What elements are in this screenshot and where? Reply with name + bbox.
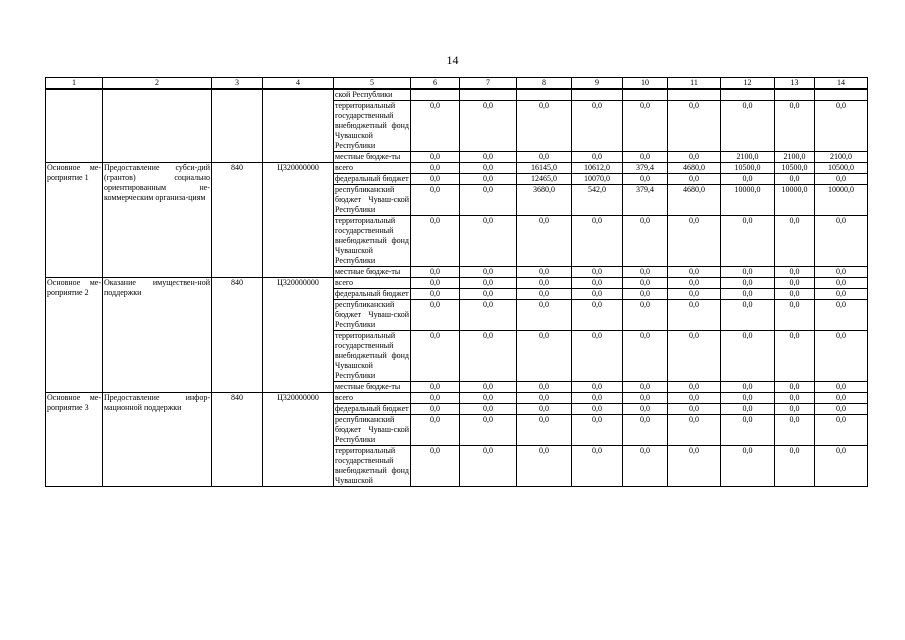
value-cell: 0,0 [815,216,868,267]
value-cell: 0,0 [668,393,721,404]
value-cell: 4680,0 [668,163,721,174]
value-cell: 2100,0 [815,152,868,163]
value-cell: 0,0 [721,382,775,393]
value-cell: 0,0 [460,289,517,300]
value-cell: 0,0 [572,415,623,446]
value-cell: 0,0 [721,101,775,152]
value-cell: 0,0 [411,185,460,216]
value-cell: 0,0 [775,216,815,267]
name-cell [103,89,212,163]
source-cell: федеральный бюджет [335,174,409,183]
column-header: 9 [572,78,623,90]
value-cell: 0,0 [517,289,572,300]
value-cell: 0,0 [623,300,668,331]
value-cell: 0,0 [517,278,572,289]
value-cell: 0,0 [623,267,668,278]
value-cell: 0,0 [460,185,517,216]
value-cell: 0,0 [815,446,868,487]
value-cell: 0,0 [815,382,868,393]
responsible-code-cell: 840 [212,278,263,393]
value-cell [623,89,668,101]
value-cell: 0,0 [460,393,517,404]
value-cell: 0,0 [623,152,668,163]
value-cell: 0,0 [517,382,572,393]
value-cell: 0,0 [411,289,460,300]
value-cell: 0,0 [460,216,517,267]
value-cell: 0,0 [721,278,775,289]
value-cell [721,89,775,101]
table-row [46,89,868,101]
column-header: 11 [668,78,721,90]
source-cell: федеральный бюджет [335,404,409,413]
value-cell: 0,0 [721,267,775,278]
value-cell: 0,0 [517,331,572,382]
value-cell: 0,0 [775,174,815,185]
value-cell [815,89,868,101]
value-cell: 0,0 [815,278,868,289]
value-cell: 0,0 [668,174,721,185]
value-cell: 0,0 [411,101,460,152]
value-cell: 0,0 [460,174,517,185]
value-cell: 0,0 [623,382,668,393]
value-cell: 0,0 [517,267,572,278]
value-cell: 0,0 [623,446,668,487]
value-cell: 0,0 [460,446,517,487]
column-header: 3 [212,78,263,90]
table-body [46,89,868,487]
value-cell: 0,0 [721,446,775,487]
value-cell: 0,0 [517,393,572,404]
value-cell: 0,0 [721,393,775,404]
value-cell: 0,0 [411,174,460,185]
value-cell: 0,0 [623,216,668,267]
value-cell: 0,0 [411,152,460,163]
value-cell: 10000,0 [775,185,815,216]
item-cell [46,89,103,163]
source-cell: местные бюдже-ты [334,267,411,278]
value-cell: 0,0 [572,404,623,415]
value-cell: 10500,0 [775,163,815,174]
value-cell: 0,0 [775,267,815,278]
value-cell: 12465,0 [517,174,572,185]
value-cell: 0,0 [460,300,517,331]
value-cell: 0,0 [775,101,815,152]
value-cell: 0,0 [668,382,721,393]
value-cell: 0,0 [668,216,721,267]
column-header: 1 [46,78,103,90]
value-cell: 0,0 [815,174,868,185]
value-cell: 0,0 [815,404,868,415]
value-cell: 0,0 [411,446,460,487]
value-cell: 0,0 [668,331,721,382]
value-cell: 0,0 [775,278,815,289]
value-cell: 0,0 [411,393,460,404]
value-cell: 10612,0 [572,163,623,174]
source-cell: территориальный государственный внебюджетный фонд Чувашской [335,446,409,485]
value-cell: 0,0 [460,415,517,446]
source-cell: местные бюдже-ты [334,152,411,163]
value-cell [668,89,721,101]
value-cell: 0,0 [623,101,668,152]
value-cell: 0,0 [572,289,623,300]
value-cell: 0,0 [411,404,460,415]
value-cell: 0,0 [411,278,460,289]
table-row [46,278,868,289]
value-cell: 0,0 [460,152,517,163]
source-cell: всего [334,163,411,174]
column-header: 8 [517,78,572,90]
value-cell: 0,0 [411,331,460,382]
value-cell: 0,0 [572,216,623,267]
page-number: 14 [446,53,459,67]
value-cell: 0,0 [411,163,460,174]
value-cell: 0,0 [668,152,721,163]
source-cell: республиканский бюджет Чуваш-ской Республики [335,300,409,329]
value-cell: 0,0 [572,393,623,404]
value-cell: 0,0 [623,278,668,289]
source-cell: местные бюдже-ты [334,382,411,393]
source-cell: территориальный государственный внебюджетный фонд Чувашской Республики [335,216,409,265]
value-cell [572,89,623,101]
value-cell: 0,0 [721,404,775,415]
value-cell: 0,0 [411,300,460,331]
source-cell: всего [334,278,411,289]
value-cell: 0,0 [411,382,460,393]
value-cell: 0,0 [517,101,572,152]
value-cell: 0,0 [721,331,775,382]
column-header: 10 [623,78,668,90]
value-cell [460,89,517,101]
value-cell: 0,0 [721,300,775,331]
source-cell: ской Республики [334,89,411,101]
value-cell: 0,0 [668,278,721,289]
value-cell: 0,0 [623,404,668,415]
value-cell: 0,0 [815,267,868,278]
value-cell: 0,0 [411,415,460,446]
value-cell [775,89,815,101]
value-cell: 0,0 [668,404,721,415]
responsible-code-cell: 840 [212,393,263,487]
value-cell: 0,0 [668,101,721,152]
value-cell: 0,0 [460,382,517,393]
activity-item-cell: Основное ме-роприятие 1 [46,163,103,278]
activity-name-cell: Оказание имуществен-ной поддержки [103,278,212,393]
value-cell: 0,0 [775,289,815,300]
value-cell: 0,0 [460,404,517,415]
value-cell: 16145,0 [517,163,572,174]
value-cell: 0,0 [775,300,815,331]
col4-cell [263,89,334,163]
value-cell: 0,0 [815,331,868,382]
activity-item-cell: Основное ме-роприятие 2 [46,278,103,393]
value-cell: 10000,0 [721,185,775,216]
column-header: 12 [721,78,775,90]
value-cell: 10000,0 [815,185,868,216]
value-cell: 0,0 [572,101,623,152]
value-cell: 2100,0 [775,152,815,163]
value-cell: 3680,0 [517,185,572,216]
column-header: 5 [334,78,411,90]
value-cell: 379,4 [623,163,668,174]
value-cell: 0,0 [775,415,815,446]
activity-name-cell: Предоставление субси-дий (грантов) социально ориентированным не-коммерческим организа-циям [103,163,212,278]
budget-code-cell: Ц320000000 [263,278,334,393]
value-cell: 0,0 [668,446,721,487]
value-cell: 0,0 [623,289,668,300]
col3-cell [212,89,263,163]
value-cell: 0,0 [572,446,623,487]
source-cell: территориальный государственный внебюджетный фонд Чувашской Республики [335,101,409,150]
value-cell: 0,0 [815,101,868,152]
value-cell: 0,0 [721,216,775,267]
value-cell: 0,0 [775,331,815,382]
value-cell: 0,0 [721,415,775,446]
column-header: 6 [411,78,460,90]
value-cell: 0,0 [815,300,868,331]
value-cell: 379,4 [623,185,668,216]
activity-name-cell: Предоставление инфор-мационной поддержки [103,393,212,487]
table-row [46,393,868,404]
value-cell [517,89,572,101]
source-cell: всего [334,393,411,404]
value-cell: 0,0 [623,331,668,382]
value-cell: 0,0 [623,174,668,185]
value-cell: 0,0 [517,404,572,415]
value-cell: 0,0 [572,382,623,393]
value-cell: 0,0 [517,300,572,331]
value-cell: 0,0 [775,382,815,393]
budget-code-cell: Ц320000000 [263,163,334,278]
value-cell: 4680,0 [668,185,721,216]
activity-item-cell: Основное ме-роприятие 3 [46,393,103,487]
value-cell: 0,0 [668,300,721,331]
value-cell: 10500,0 [815,163,868,174]
value-cell: 0,0 [721,289,775,300]
value-cell: 0,0 [572,331,623,382]
value-cell: 0,0 [411,216,460,267]
value-cell: 0,0 [623,415,668,446]
value-cell: 0,0 [775,404,815,415]
column-header: 14 [815,78,868,90]
value-cell: 0,0 [721,174,775,185]
source-cell: территориальный государственный внебюджетный фонд Чувашской Республики [335,331,409,380]
value-cell: 0,0 [517,216,572,267]
value-cell: 0,0 [775,446,815,487]
source-cell: республиканский бюджет Чуваш-ской Республики [335,185,409,214]
budget-code-cell: Ц320000000 [263,393,334,487]
value-cell [411,89,460,101]
value-cell: 0,0 [775,393,815,404]
value-cell: 0,0 [572,278,623,289]
table-row [46,163,868,174]
value-cell: 10070,0 [572,174,623,185]
value-cell: 0,0 [411,267,460,278]
value-cell: 0,0 [572,300,623,331]
column-number-row [46,78,868,90]
value-cell: 0,0 [460,331,517,382]
value-cell: 0,0 [460,101,517,152]
column-header: 4 [263,78,334,90]
value-cell: 2100,0 [721,152,775,163]
value-cell: 0,0 [815,415,868,446]
value-cell: 0,0 [815,393,868,404]
value-cell: 0,0 [517,152,572,163]
source-cell: республиканский бюджет Чуваш-ской Республики [335,415,409,444]
column-header: 7 [460,78,517,90]
column-header: 13 [775,78,815,90]
value-cell: 0,0 [460,267,517,278]
value-cell: 0,0 [572,267,623,278]
source-cell: федеральный бюджет [335,289,409,298]
value-cell: 542,0 [572,185,623,216]
funding-table [45,77,868,487]
value-cell: 0,0 [623,393,668,404]
value-cell: 0,0 [815,289,868,300]
value-cell: 0,0 [460,163,517,174]
value-cell: 10500,0 [721,163,775,174]
value-cell: 0,0 [517,446,572,487]
value-cell: 0,0 [668,415,721,446]
value-cell: 0,0 [668,289,721,300]
value-cell: 0,0 [460,278,517,289]
value-cell: 0,0 [517,415,572,446]
column-header: 2 [103,78,212,90]
value-cell: 0,0 [668,267,721,278]
responsible-code-cell: 840 [212,163,263,278]
value-cell: 0,0 [572,152,623,163]
